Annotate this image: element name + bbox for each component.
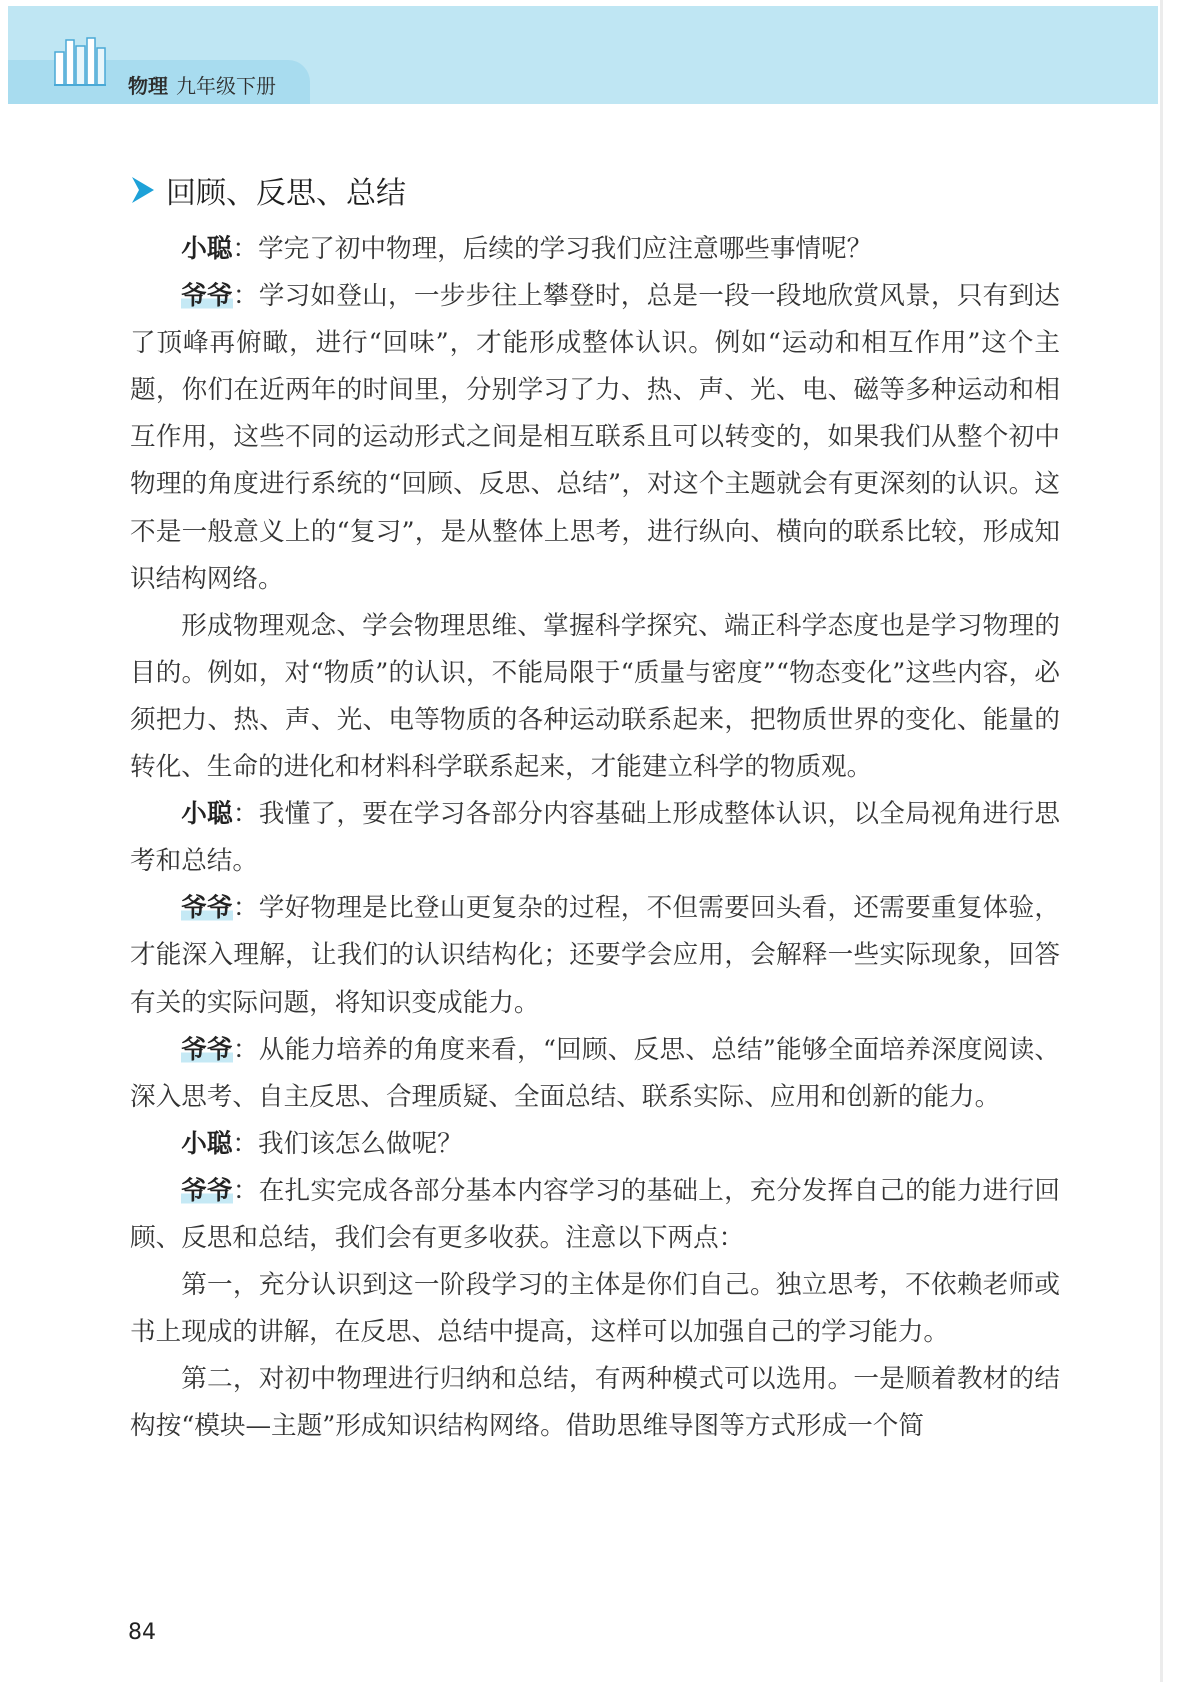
paragraph-text: 第一，充分认识到这一阶段学习的主体是你们自己。独立思考，不依赖老师或书上现成的讲解，在反思、总结中提高，这样可以加强自己的学习能力。 <box>130 1270 1060 1348</box>
speaker-colon: ： <box>232 893 259 924</box>
paragraph-text: 第二，对初中物理进行归纳和总结，有两种模式可以选用。一是顺着教材的结构按“模块—主题”形成知识结构网络。借助思维导图等方式形成一个简 <box>130 1364 1060 1442</box>
speaker-xiaocong: 小聪 <box>181 234 233 264</box>
paragraph-text: 我们该怎么做呢？ <box>258 1128 463 1159</box>
speaker-colon: ： <box>232 1175 259 1206</box>
paragraph <box>130 1356 1060 1450</box>
speaker-colon: ： <box>232 799 259 830</box>
books-icon <box>54 36 106 86</box>
paragraph-text: 我懂了，要在学习各部分内容基础上形成整体认识，以全局视角进行思考和总结。 <box>130 799 1060 877</box>
paragraph <box>130 1262 1060 1356</box>
speaker-grandpa: 爷爷 <box>181 893 233 924</box>
paragraph-text: 学好物理是比登山更复杂的过程，不但需要回头看，还需要重复体验，才能深入理解，让我们的认识结构化；还要学会应用，会解释一些实际现象，回答有关的实际问题，将知识变成能力。 <box>130 893 1060 1018</box>
section-heading <box>130 168 406 212</box>
paragraph-text: 形成物理观念、学会物理思维、掌握科学探究、端正科学态度也是学习物理的目的。例如，对“物质”的认识，不能局限于“质量与密度”“物态变化”这些内容，必须把力、热、声、光、电等物质的各种运动联系起来，把物质世界的变化、能量的转化、生命的进化和材料科学联系起来，才能建立科学的物质观。 <box>130 610 1060 783</box>
speaker-xiaocong: 小聪 <box>181 799 233 830</box>
paragraph-text: 学完了初中物理，后续的学习我们应注意哪些事情呢？ <box>258 234 873 264</box>
paragraph <box>130 1168 1060 1262</box>
paragraph <box>130 791 1060 885</box>
speaker-xiaocong: 小聪 <box>181 1128 233 1159</box>
speaker-colon: ： <box>232 234 258 264</box>
paragraph-text: 在扎实完成各部分基本内容学习的基础上，充分发挥自己的能力进行回顾、反思和总结，我们会有更多收获。注意以下两点： <box>130 1175 1060 1253</box>
paragraph-text: 学习如登山，一步步往上攀登时，总是一段一段地欣赏风景，只有到达了顶峰再俯瞰，进行“回味”，才能形成整体认识。例如“运动和相互作用”这个主题，你们在近两年的时间里，分别学习了力、热、声、光、电、磁等多种运动和相互作用，这些不同的运动形式之间是相互联系且可以转变的，如果我们从整个初中物理的角度进行系统的“回顾、反思、总结”，对这个主题就会有更深刻的认识。这不是一般意义上的“复习”，是从整体上思考，进行纵向、横向的联系比较，形成知识结构网络。 <box>130 281 1060 594</box>
paragraph <box>130 603 1060 791</box>
running-header <box>128 70 276 99</box>
page-number: 84 <box>128 1620 156 1645</box>
page-edge <box>1160 0 1163 1682</box>
paragraph <box>130 1121 1060 1168</box>
header-subject: 物理 <box>128 74 168 98</box>
paragraph-text: 从能力培养的角度来看，“回顾、反思、总结”能够全面培养深度阅读、深入思考、自主反思、合理质疑、全面总结、联系实际、应用和创新的能力。 <box>130 1034 1060 1112</box>
paragraph <box>130 226 1060 273</box>
speaker-grandpa: 爷爷 <box>181 281 233 312</box>
chevron-right-icon <box>130 175 156 205</box>
dialogue-body <box>130 226 1060 1450</box>
speaker-colon: ： <box>232 1034 259 1065</box>
speaker-grandpa: 爷爷 <box>181 1175 233 1206</box>
section-title: 回顾、反思、总结 <box>166 176 406 211</box>
paragraph <box>130 885 1060 1026</box>
paragraph <box>130 1027 1060 1121</box>
header-grade: 九年级下册 <box>176 74 276 98</box>
speaker-grandpa: 爷爷 <box>181 1034 233 1065</box>
speaker-colon: ： <box>232 1128 258 1159</box>
paragraph <box>130 273 1060 603</box>
speaker-colon: ： <box>232 281 259 312</box>
